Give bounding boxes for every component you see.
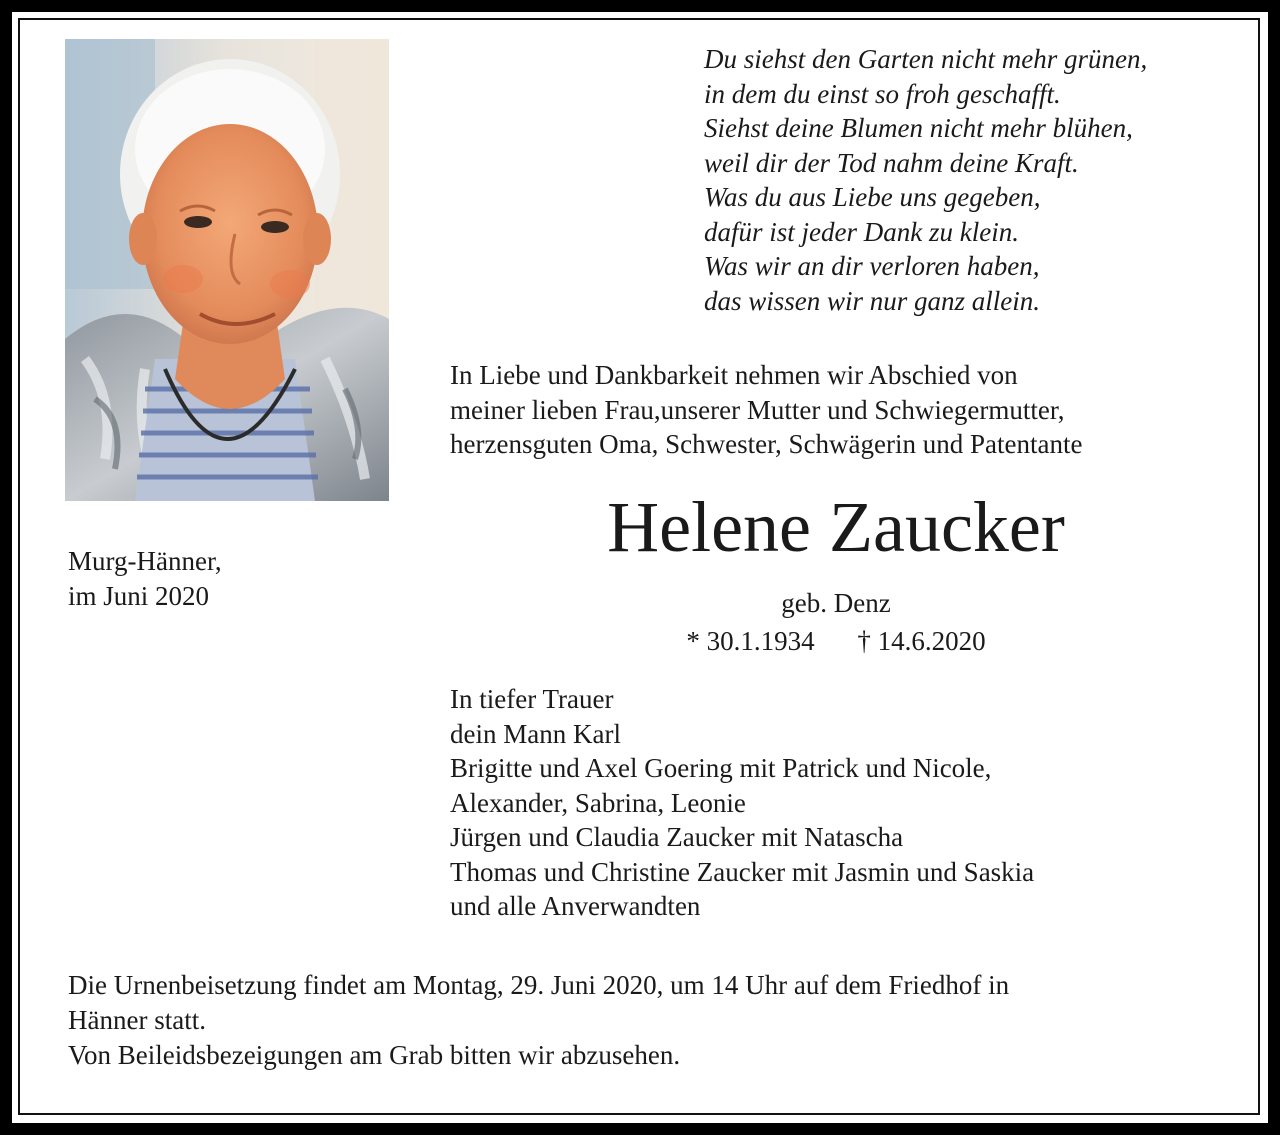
poem-line: das wissen wir nur ganz allein. (704, 285, 1041, 316)
mourner-line: Alexander, Sabrina, Leonie (450, 787, 746, 818)
notice-line: Von Beileidsbezeigungen am Grab bitten wir abzusehen. (68, 1040, 681, 1070)
poem-line: Du siehst den Garten nicht mehr grünen, (704, 44, 1148, 74)
mourners-list (450, 682, 1240, 924)
date-line: im Juni 2020 (68, 581, 210, 611)
maiden-name: geb. Denz (781, 588, 891, 618)
place-line: Murg-Hänner, (68, 546, 222, 576)
mourner-line: Brigitte und Axel Goering mit Patrick und Nicole, (450, 753, 992, 783)
mourner-line: und alle Anverwandten (450, 891, 701, 921)
mourner-line: Thomas und Christine Zaucker mit Jasmin und Saskia (450, 856, 1035, 887)
deceased-name: Helene Zaucker (607, 487, 1065, 567)
notice-line: Die Urnenbeisetzung findet am Montag, 29. Juni 2020, um 14 Uhr auf dem Friedhof in (68, 970, 1010, 1000)
birth-date: * 30.1.1934 (686, 626, 815, 656)
poem-line: Was wir an dir verloren haben, (704, 251, 1040, 281)
poem-line: weil dir der Tod nahm deine Kraft. (704, 147, 1079, 178)
funeral-notice (68, 968, 1228, 1073)
poem-line: Was du aus Liebe uns gegeben, (704, 182, 1041, 212)
poem-line: Siehst deine Blumen nicht mehr blühen, (704, 113, 1133, 143)
portrait-illustration (65, 39, 389, 501)
poem (704, 42, 1244, 318)
intro-line: meiner lieben Frau,unserer Mutter und Schwiegermutter, (450, 394, 1065, 425)
poem-line: dafür ist jeder Dank zu klein. (704, 216, 1019, 247)
notice-line: Hänner statt. (68, 1005, 206, 1035)
death-date: † 14.6.2020 (857, 626, 986, 656)
place-and-date (68, 544, 428, 614)
intro-line: herzensguten Oma, Schwester, Schwägerin und Patentante (450, 429, 1083, 459)
mourner-line: Jürgen und Claudia Zaucker mit Natascha (450, 822, 904, 852)
farewell-intro (450, 358, 1240, 462)
mourner-line: dein Mann Karl (450, 718, 621, 749)
intro-line: In Liebe und Dankbarkeit nehmen wir Abschied von (450, 360, 1018, 390)
life-dates (450, 624, 1222, 658)
portrait-photo (65, 39, 389, 501)
poem-line: in dem du einst so froh geschafft. (704, 78, 1061, 109)
mourner-line: In tiefer Trauer (450, 684, 614, 714)
